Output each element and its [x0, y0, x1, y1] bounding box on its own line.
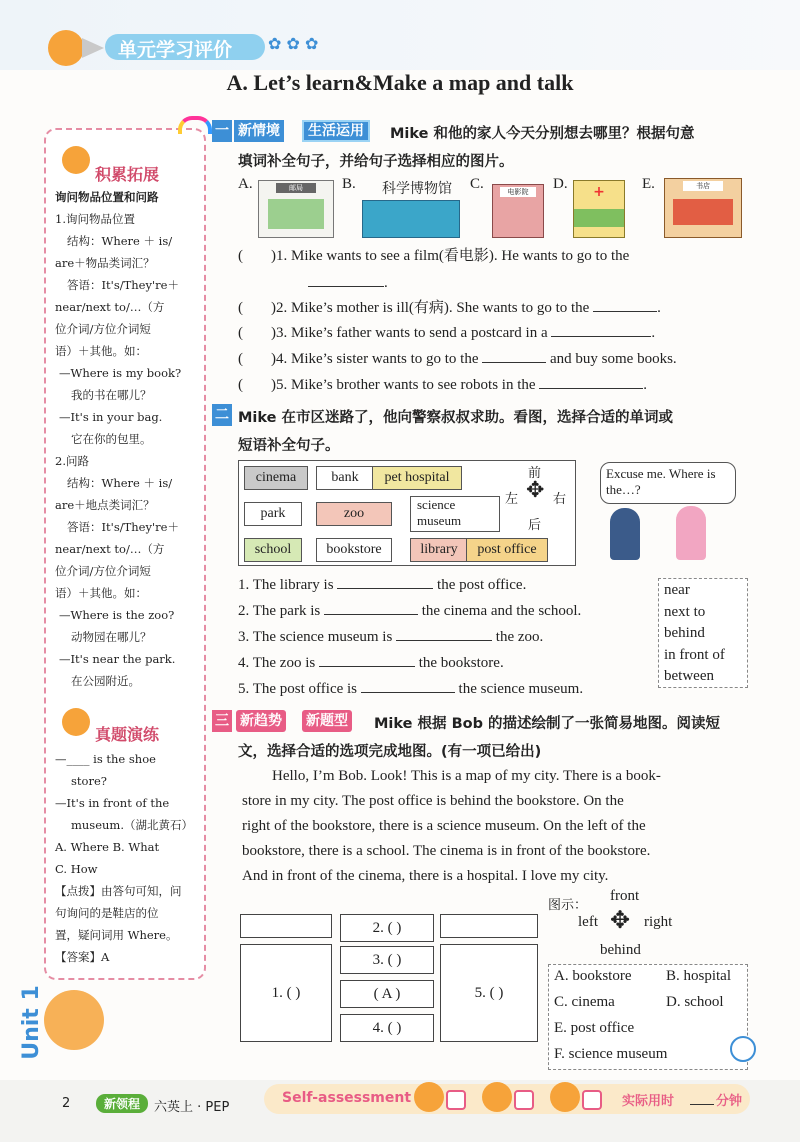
question-number: 5. — [238, 681, 250, 697]
map-cell-4[interactable]: 4. ( ) — [340, 1014, 434, 1042]
word-bank-list — [664, 580, 725, 688]
question-text: The park is — [252, 603, 321, 619]
section1-question — [238, 322, 758, 342]
question-tail: . — [384, 275, 388, 291]
sidebar-line: C. How — [55, 862, 98, 876]
picture-letter: B. — [342, 176, 356, 192]
sidebar-line: 语）＋其他。如： — [55, 586, 147, 600]
option-b: B. hospital — [666, 968, 732, 984]
hospital-picture: + — [573, 180, 625, 238]
picture-letter: E. — [642, 176, 655, 192]
map-place-bank: bank — [316, 466, 374, 490]
sidebar-line: 结构：Where ＋ is/ — [67, 234, 173, 248]
map-place-park: park — [244, 502, 302, 526]
question-text: the bookstore. — [418, 655, 504, 671]
section3-number: 三 — [212, 710, 232, 732]
answer-paren: ) — [271, 300, 276, 316]
paw-icons: ✿ ✿ ✿ — [268, 34, 319, 53]
question-text: The science museum is — [252, 629, 393, 645]
post-office-picture — [258, 180, 334, 238]
section3-instruction: 文，选择合适的选项完成地图。(有一项已给出) — [238, 744, 542, 760]
answer-paren: ) — [271, 351, 276, 367]
answer-paren: ( — [238, 351, 243, 367]
question-number: 2. — [276, 300, 288, 316]
sidebar-line: are＋地点类词汇？ — [55, 498, 155, 512]
exam-title: 真题演练 — [95, 725, 160, 744]
time-unit: 分钟 — [716, 1094, 743, 1109]
section1-question — [238, 348, 758, 368]
question-number: 1. — [238, 577, 250, 593]
section-title: 单元学习评价 — [118, 39, 233, 61]
sidebar-line: 【点拨】由答句可知，问 — [55, 884, 182, 898]
answer-paren: ( — [238, 300, 243, 316]
section1-instruction: Mike 和他的家人今天分别想去哪里？根据句意 — [390, 126, 695, 142]
police-officer-icon — [610, 508, 640, 560]
sidebar-line: 它在你的包里。 — [71, 432, 152, 446]
brand-badge: 新领程 — [96, 1094, 148, 1113]
fox-face-sad-icon — [550, 1082, 580, 1112]
fill-blank[interactable] — [593, 297, 657, 312]
section3-instruction: Mike 根据 Bob 的描述绘制了一张简易地图。阅读短 — [374, 716, 721, 732]
word-bank-item: in front of — [664, 646, 725, 663]
fill-blank[interactable] — [308, 272, 384, 287]
question-text: Mike’s sister wants to go to the — [291, 351, 479, 367]
passage-line: right of the bookstore, there is a science museum. On the left of the — [242, 818, 646, 834]
sidebar-line: 我的书在哪儿？ — [71, 388, 152, 402]
question-text: Mike wants to see a film(看电影). He wants to go to the — [291, 248, 630, 264]
section1-question — [238, 374, 758, 394]
question-number: 4. — [276, 351, 288, 367]
sidebar-line: —It's in your bag. — [59, 410, 163, 424]
speech-text: Excuse me. Where is the…? — [606, 466, 716, 497]
map-place-library: library — [410, 538, 468, 562]
word-bank-item: between — [664, 668, 714, 684]
time-input[interactable] — [690, 1104, 714, 1105]
fox-face-neutral-icon — [482, 1082, 512, 1112]
sidebar-line: near/next to/…（方 — [55, 300, 165, 314]
legend-behind: behind — [600, 942, 641, 958]
option-a: A. bookstore — [554, 968, 632, 984]
fill-blank[interactable] — [539, 374, 643, 389]
sidebar-line: 【答案】A — [55, 950, 110, 964]
sidebar-line: 询问物品位置和问路 — [55, 190, 159, 204]
question-number: 3. — [276, 325, 288, 341]
question-text: the cinema and the school. — [421, 603, 582, 619]
map-cell-2[interactable]: 2. ( ) — [340, 914, 434, 942]
option-f: F. science museum — [554, 1046, 668, 1062]
map-cell-1[interactable]: 1. ( ) — [240, 944, 332, 1042]
map-cell-5[interactable]: 5. ( ) — [440, 944, 538, 1042]
map-place-cinema: cinema — [244, 466, 308, 490]
sidebar-line: museum.（湖北黄石） — [71, 818, 193, 832]
fox-face-happy-icon — [414, 1082, 444, 1112]
fox-icon — [62, 146, 90, 174]
self-assessment-label: Self-assessment — [282, 1090, 412, 1106]
option-e: E. post office — [554, 1020, 635, 1036]
map-place-zoo: zoo — [316, 502, 392, 526]
section1-instruction: 填词补全句子，并给句子选择相应的图片。 — [238, 154, 514, 170]
sidebar-line: 语）＋其他。如： — [55, 344, 147, 358]
page-number: 2 — [62, 1096, 71, 1111]
question-number: 1. — [276, 248, 288, 264]
fill-blank[interactable] — [551, 322, 651, 337]
page-title: A. Let’s learn&Make a map and talk — [226, 70, 574, 95]
sidebar-line: 在公园附近。 — [71, 674, 140, 688]
compass-front: 前 — [528, 466, 542, 481]
map-place-text: science — [417, 497, 456, 512]
fox-icon — [62, 708, 90, 736]
question-number: 3. — [238, 629, 250, 645]
map-cell-top-left — [240, 914, 332, 938]
accumulate-title: 积累拓展 — [95, 165, 160, 184]
section1-question — [238, 296, 758, 317]
sidebar-line: A. Where B. What — [55, 840, 160, 854]
map-place-school: school — [244, 538, 302, 562]
answer-paren: ) — [271, 248, 276, 264]
bookstore-picture — [664, 178, 742, 238]
sidebar-line: —____ is the shoe — [55, 752, 156, 766]
picture-sign: 电影院 — [500, 187, 536, 197]
section3-tag1: 新趋势 — [236, 710, 286, 732]
answer-paren: ) — [271, 377, 276, 393]
sidebar-line: 2.问路 — [55, 454, 89, 468]
sidebar-line: 置，疑问词用 Where。 — [55, 928, 178, 942]
reading-passage — [242, 764, 754, 889]
word-bank-item: next to — [664, 603, 706, 620]
word-bank-item: behind — [664, 625, 705, 641]
legend-left: left — [578, 914, 598, 930]
passage-line: bookstore, there is a school. The cinema is in front of the bookstore. — [242, 843, 651, 859]
map-cell-3[interactable]: 3. ( ) — [340, 946, 434, 974]
time-label: 实际用时 — [622, 1094, 675, 1109]
section2-question — [238, 678, 583, 698]
rating-checkbox[interactable] — [446, 1090, 466, 1110]
map-cell-top-right — [440, 914, 538, 938]
map-place-text: museum — [417, 513, 462, 528]
legend-arrows-icon: ✥ — [610, 906, 631, 934]
section1-number: 一 — [212, 120, 232, 142]
answer-paren: ( — [238, 325, 243, 341]
question-number: 4. — [238, 655, 250, 671]
sidebar-line: 结构：Where ＋ is/ — [67, 476, 173, 490]
option-c: C. cinema — [554, 994, 615, 1010]
picture-letter: D. — [553, 176, 568, 192]
fill-blank[interactable] — [337, 574, 433, 589]
question-text: The post office is — [252, 681, 358, 697]
sidebar-line: 位介词/方位介词短 — [55, 564, 151, 578]
fill-blank[interactable] — [361, 678, 455, 693]
map-cell-center: ( A ) — [340, 980, 434, 1008]
section1-tag2: 生活运用 — [302, 120, 370, 142]
rainbow-icon — [178, 116, 212, 134]
sidebar-line: store? — [71, 774, 107, 788]
question-text: the science museum. — [458, 681, 584, 697]
sidebar-line: —It's near the park. — [59, 652, 176, 666]
question-text: Mike’s brother wants to see robots in the — [291, 377, 536, 393]
boy-icon — [676, 506, 706, 560]
question-number: 2. — [238, 603, 250, 619]
rating-checkbox[interactable] — [514, 1090, 534, 1110]
compass-back: 后 — [528, 518, 542, 533]
book-label: 六英上 · PEP — [154, 1100, 230, 1115]
word-bank-item: near — [664, 582, 690, 598]
question-tail: . — [651, 325, 656, 341]
sidebar-line: 1.询问物品位置 — [55, 212, 135, 226]
legend-label: 图示： — [548, 898, 588, 913]
sidebar-line: are＋物品类词汇？ — [55, 256, 155, 270]
rating-checkbox[interactable] — [582, 1090, 602, 1110]
museum-picture — [362, 200, 460, 238]
sidebar-line: —It's in front of the — [55, 796, 170, 810]
question-number: 5. — [276, 377, 288, 393]
question-tail: . — [643, 377, 648, 393]
sidebar-line: near/next to/…（方 — [55, 542, 165, 556]
megaphone-icon — [82, 38, 104, 58]
compass-left: 左 — [505, 492, 519, 507]
fox-running-icon — [44, 990, 104, 1050]
unit-label: Unit 1 — [18, 985, 44, 1060]
question-text: the post office. — [437, 577, 527, 593]
sidebar-line: 位介词/方位介词短 — [55, 322, 151, 336]
accumulate-lines — [55, 190, 200, 689]
question-tail: and buy some books. — [550, 351, 677, 367]
sidebar-line: —Where is my book? — [59, 366, 182, 380]
flower-icon — [730, 1036, 756, 1062]
question-text: Mike’s mother is ill(有病). She wants to go to the — [291, 300, 590, 316]
picture-letter: A. — [238, 176, 253, 192]
fill-blank[interactable] — [324, 600, 418, 615]
section1-question — [238, 244, 758, 292]
picture-sign: 书店 — [683, 181, 723, 191]
sidebar-line: 答语：It's/They're＋ — [67, 278, 179, 292]
sidebar-line: 动物园在哪儿？ — [71, 630, 152, 644]
sidebar-line: 答语：It's/They're＋ — [67, 520, 179, 534]
legend-front: front — [610, 888, 640, 904]
passage-line: store in my city. The post office is behind the bookstore. On the — [242, 793, 624, 809]
section2-instruction: Mike 在市区迷路了，他向警察叔叔求助。看图，选择合适的单词或 — [238, 410, 674, 426]
section3-tag2: 新题型 — [302, 710, 352, 732]
map-place-bookstore: bookstore — [316, 538, 392, 562]
compass-right: 右 — [553, 492, 567, 507]
map-place-science-museum — [410, 496, 500, 532]
map-place-pet-hospital: pet hospital — [372, 466, 462, 490]
answer-paren: ) — [271, 325, 276, 341]
section1-tag1: 新情境 — [234, 120, 284, 142]
question-tail: . — [657, 300, 661, 316]
legend-right: right — [644, 914, 673, 930]
option-d: D. school — [666, 994, 724, 1010]
passage-line: Hello, I’m Bob. Look! This is a map of my city. There is a book- — [272, 768, 661, 784]
section2-question — [238, 652, 504, 672]
cinema-picture — [492, 184, 544, 238]
picture-sign: 科学博物馆 — [382, 181, 452, 197]
exam-lines — [55, 752, 200, 965]
question-text: the zoo. — [495, 629, 544, 645]
picture-letter: C. — [470, 176, 484, 192]
picture-sign: 邮局 — [276, 183, 316, 193]
question-text: The zoo is — [252, 655, 316, 671]
question-text: Mike’s father wants to send a postcard in a — [291, 325, 548, 341]
section2-question — [238, 626, 543, 646]
section2-number: 二 — [212, 404, 232, 426]
section2-instruction: 短语补全句子。 — [238, 438, 340, 454]
fill-blank[interactable] — [482, 348, 546, 363]
answer-paren: ( — [238, 248, 243, 264]
fill-blank[interactable] — [396, 626, 492, 641]
sidebar-line: —Where is the zoo? — [59, 608, 175, 622]
question-text: The library is — [252, 577, 334, 593]
section2-question — [238, 574, 526, 594]
map-place-post-office: post office — [466, 538, 548, 562]
compass-arrows-icon: ✥ — [526, 478, 545, 503]
answer-paren: ( — [238, 377, 243, 393]
fox-mascot-icon — [48, 30, 84, 66]
section2-question — [238, 600, 581, 620]
passage-line: And in front of the cinema, there is a hospital. I love my city. — [242, 868, 609, 884]
fill-blank[interactable] — [319, 652, 415, 667]
sidebar-line: 句询问的是鞋店的位 — [55, 906, 159, 920]
